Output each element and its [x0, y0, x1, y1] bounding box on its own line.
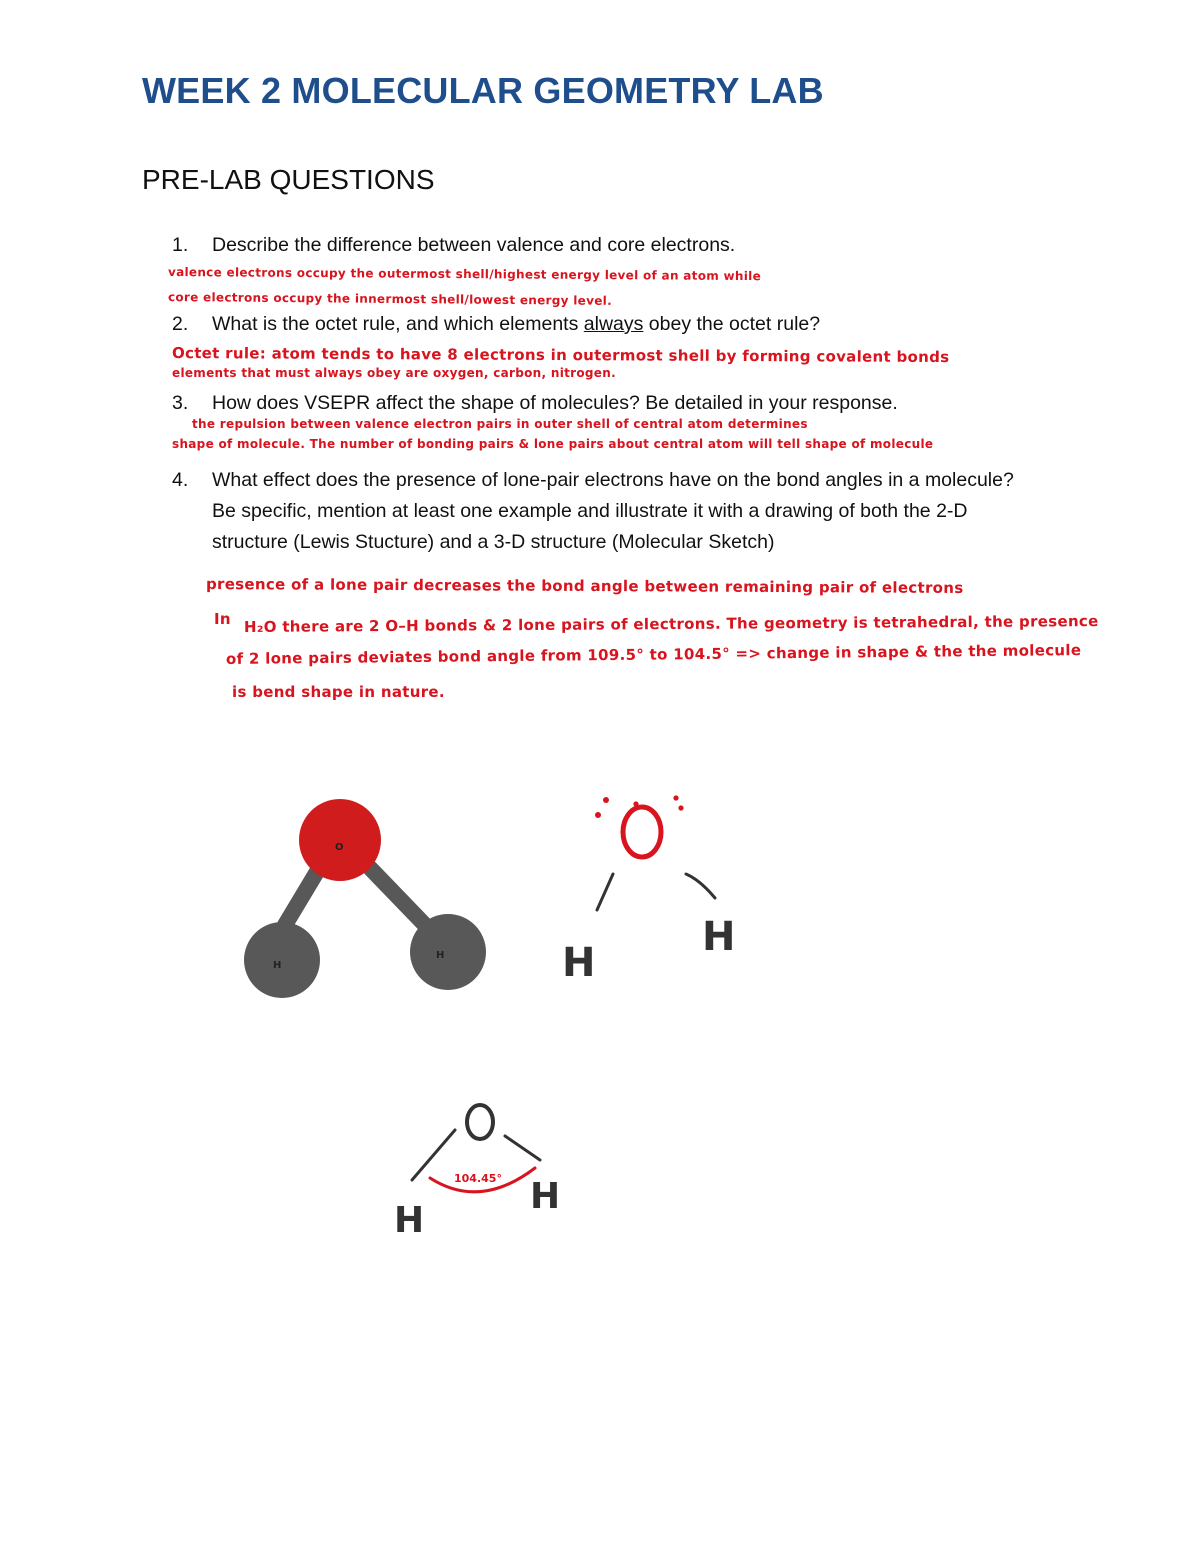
question-text: Describe the difference between valence and core electrons.: [212, 234, 736, 256]
answer-4-line-5: is bend shape in nature.: [232, 683, 445, 701]
answer-4-line-2: In: [214, 610, 231, 628]
answer-3-line-1: the repulsion between valence electron pairs in outer shell of central atom determines: [192, 417, 808, 431]
question-number: 2.: [172, 313, 189, 335]
angle-value-label: 104.45°: [454, 1172, 502, 1185]
lewis-hydrogen-left: H: [562, 940, 596, 986]
answer-1-line-2: core electrons occupy the innermost shell/lowest energy level.: [167, 290, 613, 308]
question-text-start: What is the octet rule, and which elements: [212, 313, 584, 335]
answer-4-line-1: presence of a lone pair decreases the bond angle between remaining pair of electrons: [205, 575, 964, 597]
water-3d-model: [244, 799, 486, 998]
hydrogen-atom-left: [244, 922, 320, 998]
oxygen-atom-label: O: [335, 842, 344, 853]
question-number: 1.: [172, 234, 189, 256]
hydrogen-atom-right: [410, 914, 486, 990]
answer-1-line-1: valence electrons occupy the outermost shell/highest energy level of an atom while: [167, 265, 762, 284]
lewis-hydrogen-right: H: [702, 914, 736, 960]
angle-oxygen-symbol: [467, 1105, 493, 1139]
bond-right: [370, 868, 425, 925]
lewis-bond-right: [686, 874, 715, 898]
answer-2-line-1: Octet rule: atom tends to have 8 electrons in outermost shell by forming covalent bonds: [171, 344, 950, 367]
water-lewis-structure: [562, 795, 735, 986]
lone-pair-dot: [603, 797, 609, 803]
angle-hydrogen-right: H: [530, 1176, 561, 1217]
question-text: How does VSEPR affect the shape of molecules? Be detailed in your response.: [212, 392, 898, 414]
lone-pair-dot: [678, 805, 683, 810]
lewis-bond-left: [597, 874, 613, 910]
lone-pair-dot: [633, 801, 638, 806]
angle-bond-left: [412, 1130, 455, 1180]
lone-pair-dot: [595, 812, 601, 818]
question-text-end: obey the octet rule?: [643, 313, 821, 335]
question-text: What effect does the presence of lone-pair electrons have on the bond angles in a molecule? Be specific, mention at least one example and illustrate it with a drawing of both the 2-D structure (Lewis Stucture) and a 3-D structure (Molecular Sketch): [212, 469, 1014, 553]
question-number: 4.: [172, 469, 189, 491]
answer-4-line-4: of 2 lone pairs deviates bond angle from 109.5° to 104.5° => change in shape & the the molecule: [225, 641, 1082, 668]
emphasis-always: always: [583, 313, 644, 335]
question-number: 3.: [172, 392, 189, 414]
hydrogen-atom-right-label: H: [436, 950, 445, 961]
angle-bond-right: [505, 1136, 540, 1160]
answer-2-line-2: elements that must always obey are oxygen, carbon, nitrogen.: [172, 366, 616, 380]
answer-3-line-2: shape of molecule. The number of bonding pairs & lone pairs about central atom will tell shape of molecule: [172, 437, 934, 451]
lone-pair-dot: [673, 795, 678, 800]
bond-left: [285, 870, 318, 925]
hydrogen-atom-left-label: H: [273, 960, 282, 971]
oxygen-atom: [299, 799, 381, 881]
lewis-oxygen-symbol: [623, 807, 661, 857]
answer-4-line-3: H₂O there are 2 O–H bonds & 2 lone pairs of electrons. The geometry is tetrahedral, the presence: [243, 612, 1099, 636]
angle-hydrogen-left: H: [394, 1200, 425, 1241]
section-heading: PRE-LAB QUESTIONS: [142, 164, 435, 195]
document-title: WEEK 2 MOLECULAR GEOMETRY LAB: [142, 70, 824, 111]
water-bond-angle-sketch: [394, 1105, 560, 1241]
